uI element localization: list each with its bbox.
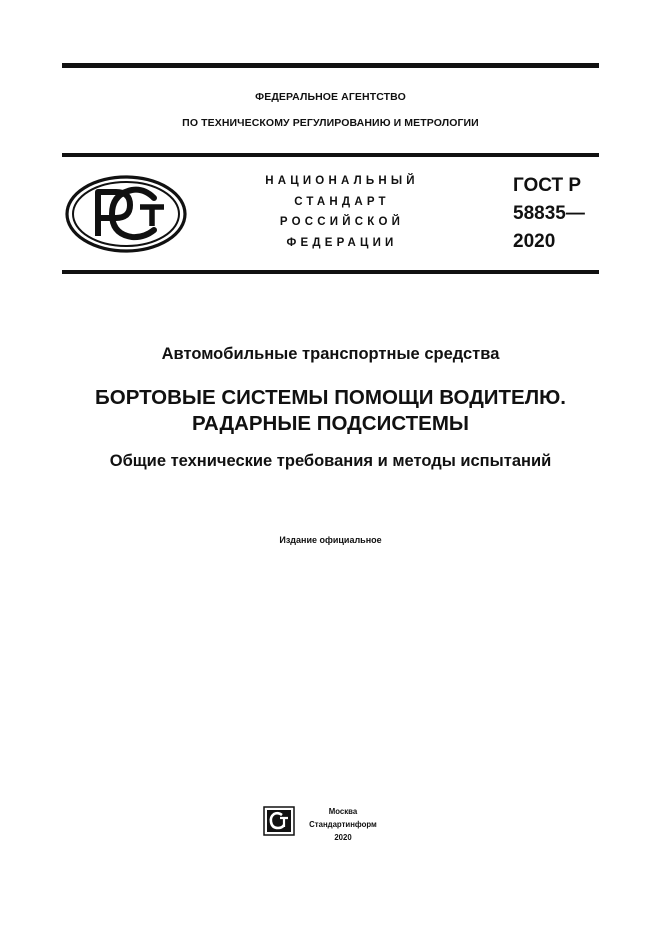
standard-type-block [232, 171, 452, 253]
top-rule [62, 63, 599, 68]
document-title-line-2: РАДАРНЫЕ ПОДСИСТЕМЫ [192, 412, 469, 435]
publisher-name: Стандартинформ [309, 820, 377, 829]
standard-designation [513, 172, 585, 256]
standard-type-line-1: НАЦИОНАЛЬНЫЙ [265, 175, 419, 187]
standard-type-line-4: ФЕДЕРАЦИИ [286, 236, 398, 249]
designation-line-2: 58835— [513, 203, 585, 224]
designation-line-1: ГОСТ Р [513, 175, 582, 196]
standard-type-line-3: РОССИЙСКОЙ [279, 216, 405, 228]
standartinform-logo-icon [263, 806, 295, 841]
standard-type-line-2: СТАНДАРТ [294, 195, 390, 208]
publisher-block [302, 805, 384, 844]
publisher-city: Москва [328, 807, 358, 816]
document-subtitle: Общие технические требования и методы испытаний [109, 452, 552, 470]
agency-line-2: ПО ТЕХНИЧЕСКОМУ РЕГУЛИРОВАНИЮ И МЕТРОЛОГИИ [182, 117, 479, 129]
publisher-year: 2020 [334, 833, 352, 842]
designation-line-3: 2020 [513, 231, 556, 252]
document-title-line-1: БОРТОВЫЕ СИСТЕМЫ ПОМОЩИ ВОДИТЕЛЮ. [95, 386, 566, 409]
agency-line-1: ФЕДЕРАЛЬНОЕ АГЕНТСТВО [255, 91, 406, 103]
header-bottom-rule [62, 270, 599, 274]
edition-label: Издание официальное [279, 535, 382, 545]
rst-emblem-icon [64, 174, 188, 259]
document-category: Автомобильные транспортные средства [161, 345, 500, 363]
header-top-rule [62, 153, 599, 157]
